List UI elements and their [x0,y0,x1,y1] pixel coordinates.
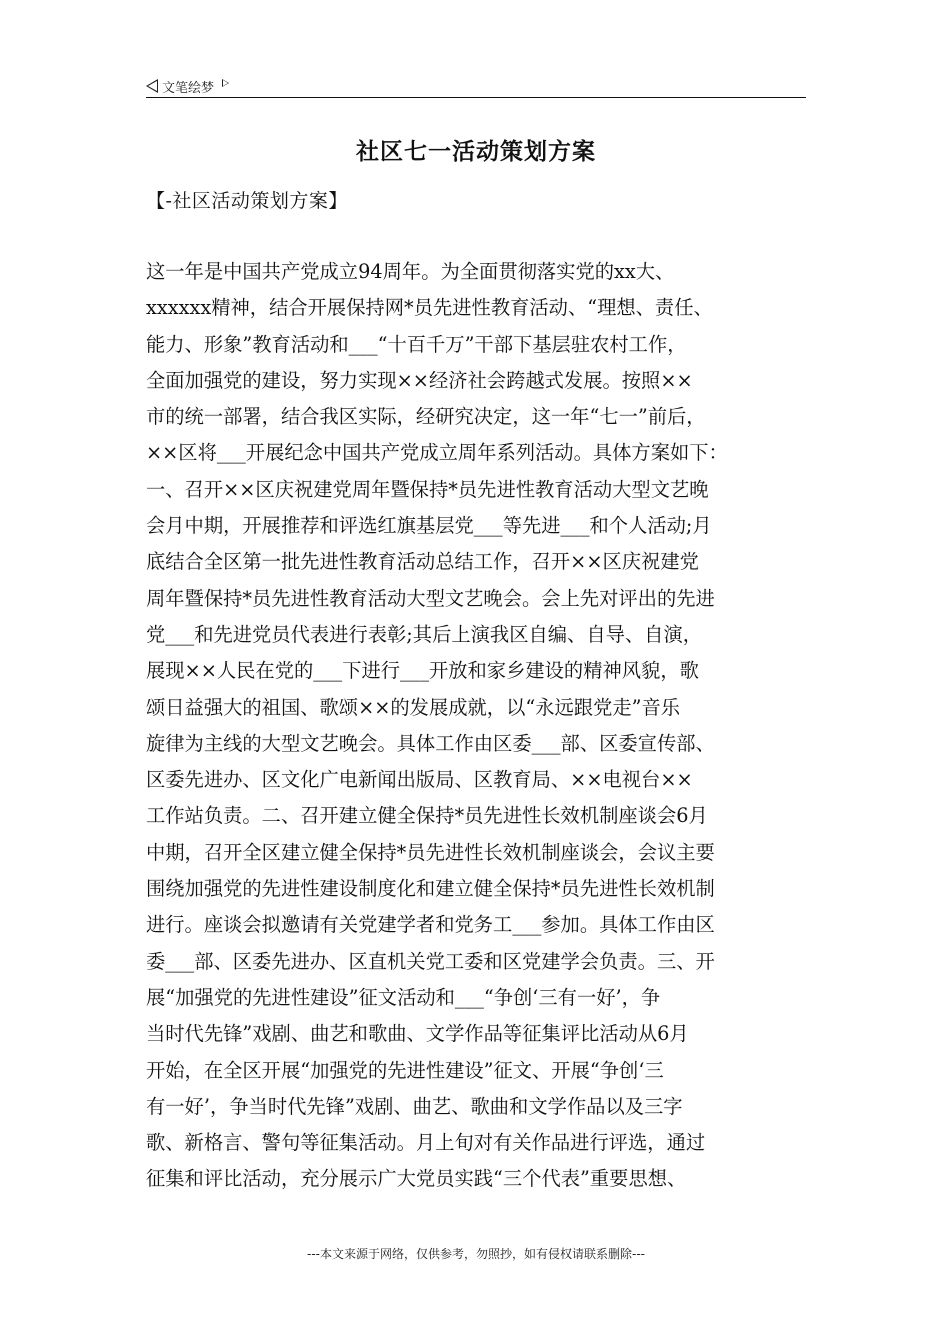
header-divider [146,97,806,98]
body-line: 征集和评比活动，充分展示广大党员实践“三个代表”重要思想、 [146,1167,687,1191]
body-line: 开始，在全区开展“加强党的先进性建设”征文、开展“争创‘三 [146,1058,664,1082]
body-line: 围绕加强党的先进性建设制度化和建立健全保持*员先进性长效机制 [146,877,715,901]
body-line: 进行。座谈会拟邀请有关党建学者和党务工___参加。具体工作由区 [146,913,715,937]
body-line: 这一年是中国共产党成立94周年。为全面贯彻落实党的xx大、 [146,260,675,283]
body-line: 展现××人民在党的___下进行___开放和家乡建设的精神风貌，歌 [146,659,699,683]
header-label: 文笔绘梦 [162,80,215,96]
body-line: 工作站负责。二、召开建立健全保持*员先进性长效机制座谈会6月 [146,804,708,828]
body-line: 一、召开××区庆祝建党周年暨保持*员先进性教育活动大型文艺晚 [146,477,709,501]
body-line: 展“加强党的先进性建设”征文活动和___“争创‘三有一好’，争 [146,985,661,1009]
body-line: 会月中期，开展推荐和评选红旗基层党___等先进___和个人活动;月 [146,514,712,538]
triangle-right-icon [222,79,229,87]
document-body [146,258,814,1202]
body-line: 旋律为主线的大型文艺晚会。具体工作由区委___部、区委宣传部、 [146,731,715,755]
body-line: 委___部、区委先进办、区直机关党工委和区党建学会负责。三、开 [146,949,715,973]
body-line: 有一好’，争当时代先锋”戏剧、曲艺、歌曲和文学作品以及三字 [146,1094,683,1118]
page-footer: ---本文来源于网络，仅供参考，勿照抄，如有侵权请联系删除--- [307,1247,645,1261]
body-line: 颂日益强大的祖国、歌颂××的发展成就，以“永远跟党走”音乐 [146,695,681,719]
body-line: 当时代先锋”戏剧、曲艺和歌曲、文学作品等征集评比活动从6月 [146,1022,689,1046]
document-subtitle: 【-社区活动策划方案】 [146,190,348,212]
body-line: xxxxxx精神，结合开展保持网*员先进性教育活动、“理想、责任、 [146,296,713,320]
document-title: 社区七一活动策划方案 [356,139,596,165]
body-line: 市的统一部署，结合我区实际，经研究决定，这一年“七一”前后， [146,405,706,429]
body-line: 区委先进办、区文化广电新闻出版局、区教育局、××电视台×× [146,768,693,792]
body-line: 底结合全区第一批先进性教育活动总结工作，召开××区庆祝建党 [146,550,699,574]
page-header [146,74,806,98]
triangle-left-icon [146,79,158,93]
body-line: 全面加强党的建设，努力实现××经济社会跨越式发展。按照×× [146,368,693,392]
body-line: 能力、形象”教育活动和___“十百千万”干部下基层驻农村工作， [146,332,687,356]
body-line: 党___和先进党员代表进行表彰;其后上演我区自编、自导、自演， [146,622,703,646]
body-line: 周年暨保持*员先进性教育活动大型文艺晚会。会上先对评出的先进 [146,586,715,610]
body-line: ××区将___开展纪念中国共产党成立周年系列活动。具体方案如下： [146,441,728,465]
body-line: 中期，召开全区建立健全保持*员先进性长效机制座谈会，会议主要 [146,840,715,864]
body-line: 歌、新格言、警句等征集活动。月上旬对有关作品进行评选，通过 [146,1131,706,1155]
